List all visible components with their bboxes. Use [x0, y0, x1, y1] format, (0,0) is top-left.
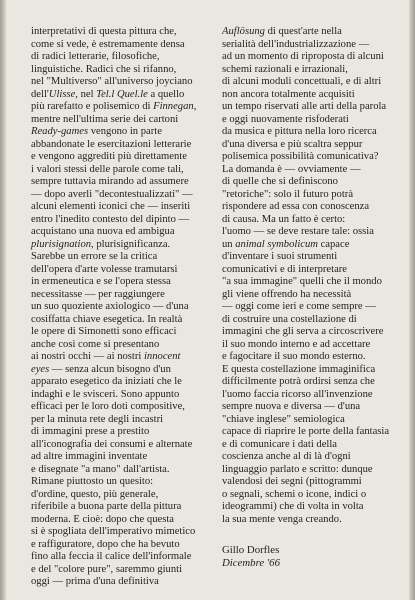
text-line — [31, 151, 221, 164]
text-run: gli viene offrendo ha necessità — [222, 288, 352, 300]
text-run: di alcuni moduli concettuali, e di altri — [222, 76, 382, 87]
text-line — [31, 176, 221, 189]
text-line — [222, 251, 412, 264]
text-line — [222, 326, 412, 339]
text-run: d'una diversa e più scaltra seppur — [222, 138, 363, 150]
text-run: l'uomo faccia ricorso all'invenzione — [222, 388, 373, 400]
text-line — [31, 476, 221, 489]
text-run: E questa costellazione immaginifica — [222, 363, 376, 375]
text-run: "chiave inglese" semiologica — [222, 413, 345, 425]
text-run: dell' — [31, 88, 49, 100]
text-line — [31, 39, 221, 52]
text-run: "a sua immagine" quelli che il mondo — [222, 276, 382, 287]
text-run: La domanda è — ovviamente — — [222, 163, 361, 175]
text-run: alcuni elementi iconici che — inseriti — [31, 201, 191, 212]
text-run: e fagocitare il suo mondo esterno. — [222, 351, 366, 362]
text-run: di quelle che si definiscono — [222, 176, 338, 187]
text-run: l'uomo — se deve restare tale: ossia — [222, 226, 374, 237]
italic-run: Auflösung — [222, 26, 265, 37]
text-run: per la minuta rete degli incastri — [31, 413, 164, 425]
text-line — [31, 564, 221, 577]
text-line — [222, 101, 412, 114]
text-run: rispondere ad essa con conoscenza — [222, 201, 370, 212]
text-line — [222, 401, 412, 414]
text-run: e raffiguratore, dopo che ha bevuto — [31, 538, 180, 550]
text-line — [31, 501, 221, 514]
text-line — [222, 189, 412, 202]
text-run: — senza alcun bisogno d'un — [49, 363, 171, 375]
text-run: e di comunicare i dati della — [222, 438, 338, 450]
text-line — [222, 376, 412, 389]
text-run: non ancora totalmente acquisiti — [222, 88, 355, 100]
text-run: , plurisignificanza. — [91, 238, 171, 250]
text-line — [222, 114, 412, 127]
text-line — [31, 514, 221, 527]
text-line — [31, 389, 221, 402]
text-line — [31, 201, 221, 214]
text-run: polisemica possibilità comunicativa? — [222, 151, 379, 162]
text-line — [222, 501, 412, 514]
text-line — [222, 89, 412, 102]
text-line — [222, 201, 412, 214]
text-line — [31, 326, 221, 339]
text-line — [31, 26, 221, 39]
text-run: , nel — [75, 88, 97, 100]
text-run: di costruire una costellazione di — [222, 313, 357, 325]
text-run: "retoriche": solo il futuro potrà — [222, 188, 354, 200]
text-run: un tempo riservati alle arti della parola — [222, 101, 387, 112]
text-run: nel "Multiverso" all'universo joyciano — [31, 76, 193, 87]
text-run: ideogrammi) che di volta in volta — [222, 501, 364, 512]
text-run: come si vede, è estremamente densa — [31, 38, 185, 50]
text-run: — oggi come ieri e come sempre — — [222, 301, 376, 312]
text-line — [222, 64, 412, 77]
text-run: difficilmente potrà ordirsi senza che — [222, 376, 375, 387]
text-run: e oggi nuovamente risfoderati — [222, 113, 349, 125]
text-run: di immagini prese a prestito — [31, 426, 150, 437]
text-line — [222, 351, 412, 364]
text-line — [31, 551, 221, 564]
text-run: dell'opera d'arte volesse tramutarsi — [31, 263, 178, 275]
text-line — [31, 339, 221, 352]
text-line — [222, 364, 412, 377]
text-line — [31, 526, 221, 539]
text-line — [222, 439, 412, 452]
text-line — [222, 514, 412, 527]
text-run: anche così come si presentano — [31, 338, 160, 350]
italic-run: animal symbolicum — [235, 238, 318, 250]
text-line — [222, 239, 412, 252]
text-run: comunicativi e di interpretare — [222, 263, 348, 275]
text-line — [222, 276, 412, 289]
text-run: acquistano una nuova ed ambigua — [31, 226, 175, 237]
text-run: il suo mondo interno e ad accettare — [222, 338, 371, 350]
text-run: linguaggio parlato e scritto: dunque — [222, 463, 373, 475]
text-run: valendosi dei segni (pittogrammi — [222, 476, 362, 487]
text-line — [222, 39, 412, 52]
text-run: riferibile a buona parte della pittura — [31, 501, 182, 512]
text-line — [31, 539, 221, 552]
text-run: , — [193, 101, 197, 112]
text-line — [31, 426, 221, 439]
page-edge-left — [0, 0, 6, 600]
text-run: entro l'inedito contesto del dipinto — — [31, 213, 190, 225]
text-run: d'ordine, questo, più generale, — [31, 488, 159, 500]
text-run: serialità dell'industrializzazione — — [222, 38, 370, 50]
text-run: un suo quoziente axiologico — d'una — [31, 301, 189, 312]
text-run: d'inventare i suoi strumenti — [222, 251, 338, 262]
italic-run: plurisignation — [31, 238, 92, 250]
text-line — [222, 139, 412, 152]
text-run: cosiffatta chiave esegetica. In realtà — [31, 313, 183, 325]
text-line — [31, 451, 221, 464]
text-run: coscienza anche al di là d'ogni — [222, 451, 351, 462]
text-line — [31, 276, 221, 289]
text-run: immagini che gli serva a circoscrivere — [222, 326, 384, 337]
text-run: linguistiche. Radici che si rifanno, — [31, 63, 177, 75]
italic-run: Ready-games — [31, 126, 89, 137]
text-run: ai nostri occhi — ai nostri — [31, 351, 144, 362]
text-run: o segnali, schemi o icone, indici o — [222, 488, 367, 500]
text-run: da musica e pittura nella loro ricerca — [222, 126, 377, 137]
text-line — [31, 164, 221, 177]
text-line — [31, 214, 221, 227]
text-run: le opere di Simonetti sono efficaci — [31, 326, 177, 337]
italic-run: Ulisse — [48, 88, 76, 100]
right-column-body — [222, 26, 412, 526]
text-line — [222, 176, 412, 189]
text-line — [31, 76, 221, 89]
text-line — [222, 414, 412, 427]
text-run: ad altre immagini inventate — [31, 451, 148, 462]
text-run: capace — [317, 238, 350, 250]
text-run: all'iconografia dei consumi e alternate — [31, 438, 193, 450]
text-line — [31, 414, 221, 427]
italic-run: eyes — [31, 363, 50, 375]
text-run: e disegnate "a mano" dall'artista. — [31, 463, 170, 475]
text-line — [222, 51, 412, 64]
text-run: Rimane piuttosto un quesito: — [31, 476, 154, 487]
text-line — [222, 389, 412, 402]
author-name: Gillo Dorfles — [222, 544, 280, 556]
text-line — [31, 189, 221, 202]
text-line — [31, 251, 221, 264]
text-run: e vengono aggrediti più direttamente — [31, 151, 187, 162]
text-run: mentre nell'ultima serie dei cartoni — [31, 113, 179, 125]
text-line — [222, 339, 412, 352]
text-line — [222, 426, 412, 439]
text-line — [222, 289, 412, 302]
text-line — [31, 139, 221, 152]
text-line — [31, 439, 221, 452]
text-run: efficaci per le loro doti compositive, — [31, 401, 185, 412]
right-text-column — [222, 26, 412, 570]
text-line — [31, 239, 221, 252]
text-line — [31, 264, 221, 277]
text-line — [31, 489, 221, 502]
text-run: Sarebbe un errore se la critica — [31, 251, 158, 262]
signature-date: Dicembre '66 — [222, 557, 280, 569]
italic-run: innocent — [143, 351, 181, 362]
text-line — [31, 64, 221, 77]
text-line — [222, 451, 412, 464]
left-text-column — [31, 26, 221, 589]
text-line — [222, 476, 412, 489]
text-line — [222, 489, 412, 502]
text-line — [222, 301, 412, 314]
text-run: capace di riaprire le porte della fantasia — [222, 426, 390, 437]
text-line — [31, 51, 221, 64]
italic-run: Finnegan — [153, 101, 194, 112]
text-run: i valori stessi delle parole come tali, — [31, 163, 184, 175]
text-line — [31, 114, 221, 127]
text-line — [222, 464, 412, 477]
text-line — [31, 301, 221, 314]
text-run: interpretativi di questa pittura che, — [31, 26, 177, 37]
text-run: moderna. E cioè: dopo che questa — [31, 513, 174, 525]
text-run: indaghi e le svisceri. Sono appunto — [31, 388, 180, 400]
text-line — [222, 126, 412, 139]
text-run: di causa. Ma un fatto è certo: — [222, 213, 346, 225]
text-run: vengono in parte — [88, 126, 162, 137]
text-run: apparato esegetico da iniziati che le — [31, 376, 182, 387]
signature-block — [222, 544, 412, 570]
text-run: sempre nuova e diversa — d'una — [222, 401, 361, 412]
text-run: un — [222, 238, 236, 250]
text-run: sempre tuttavia mirando ad assumere — [31, 176, 189, 187]
text-line — [31, 401, 221, 414]
text-run: a quello — [147, 88, 185, 100]
text-run: necessitasse — per raggiungere — [31, 288, 165, 300]
text-line — [31, 351, 221, 364]
text-run: si è spogliata dell'imperativo mimetico — [31, 526, 196, 537]
text-line — [31, 289, 221, 302]
text-line — [31, 576, 221, 589]
text-line — [222, 76, 412, 89]
text-line — [31, 364, 221, 377]
text-line — [31, 101, 221, 114]
text-run: — dopo averli "decontestualizzati" — — [31, 188, 193, 200]
text-line — [31, 376, 221, 389]
text-run: fino alla feccia il calice dell'informale — [31, 551, 192, 562]
text-run: ad un momento di riproposta di alcuni — [222, 51, 384, 62]
text-run: di quest'arte nella — [264, 26, 342, 37]
text-line — [222, 151, 412, 164]
text-line — [222, 226, 412, 239]
text-run: oggi — prima d'una definitiva — [31, 576, 159, 587]
text-line — [222, 164, 412, 177]
text-line — [222, 314, 412, 327]
text-line — [222, 26, 412, 39]
text-line — [222, 214, 412, 227]
text-run: di radici letterarie, filosofiche, — [31, 51, 160, 62]
text-run: abbandonate le esercitazioni letterarie — [31, 138, 192, 150]
text-run: più rarefatto e polisemico di — [31, 101, 154, 112]
text-line — [31, 226, 221, 239]
text-line — [31, 314, 221, 327]
text-line — [31, 464, 221, 477]
italic-run: Tel.l Quel.le — [96, 88, 148, 100]
text-run: e del "colore pure", saremmo giunti — [31, 563, 183, 575]
text-line — [31, 89, 221, 102]
text-run: in ermeneutica e se l'opera stessa — [31, 276, 171, 287]
text-line — [31, 126, 221, 139]
text-run: schemi razionali e irrazionali, — [222, 63, 348, 75]
text-line — [222, 264, 412, 277]
text-run: la sua mente venga creando. — [222, 513, 342, 525]
